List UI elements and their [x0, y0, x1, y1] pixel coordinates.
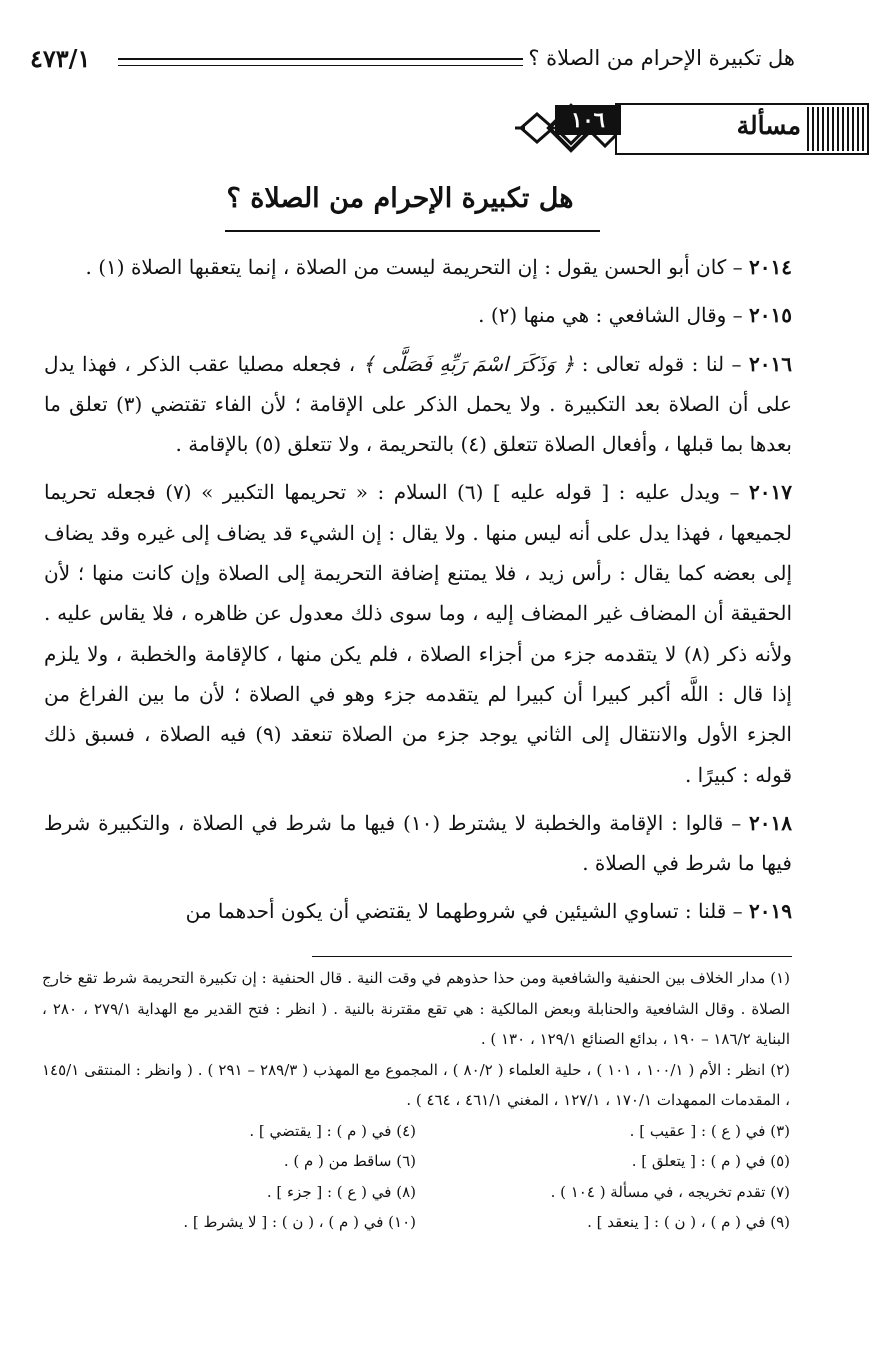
paragraph-number: ٢٠١٧ — [749, 480, 792, 505]
footnote-2: (٢) انظر : الأم ( ١٠٠/١ ، ١٠١ ) ، حلية العلماء ( ٨٠/٢ ) ، المجموع مع المهذب ( ٢٨٩/٣ – ٢٩١ ) . ( وانظر : المنتقى ١٤٥/١ ، المقدمات الممهدات ١٧٠/١ ، ١٢٧/١ ، المغني ٤٦١/١ ، ٤٦٤ ) . — [42, 1060, 790, 1109]
running-title: هل تكبيرة الإحرام من الصلاة ؟ — [528, 46, 795, 70]
footnote-8: (٨) في ( ع ) : [ جزء ] . — [266, 1182, 416, 1201]
paragraph-text: – ويدل عليه : [ قوله عليه ] (٦) السلام : « تحريمها التكبير » (٧) فجعله تحريما لجميعها ، فهذا يدل على أنه ليس منها . ولا يقال : إن الشيء قد يضاف إلى غيره وقد يضاف إلى بعضه كما يقال : رأس زيد ، فلا يمتنع إضافة التحريمة إلى الصلاة وإن كانت منها ؛ لأن الحقيقة أن المضاف غير المضاف إليه ، وما سوى ذلك معدول عن ظاهره ، فلا يقاس عليه . ولأنه ذكر (٨) لا يتقدمه جزء من أجزاء الصلاة ، فلم يكن منها ، كالإقامة والخطبة ، ولا يلزم إذا قال : اللَّه أكبر كبيرا أن كبيرا لم يتقدمه جزء وهو في الصلاة ؛ لأن ما بين الفراغ من الجزء الأول والانتقال إلى الثاني يوجد جزء من الصلاة تنعقد (٩) فيه الصلاة ، فسبق ذلك قوله : كبيرًا . — [44, 480, 793, 787]
banner-frame — [615, 103, 869, 155]
paragraph-number: ٢٠١٥ — [749, 303, 792, 328]
footnote-4: (٤) في ( م ) : [ يقتضي ] . — [249, 1121, 416, 1140]
page-number: ٤٧٣/١ — [30, 44, 91, 73]
body-text — [44, 247, 792, 940]
paragraph-2014 — [44, 247, 792, 287]
paragraph-number: ٢٠١٦ — [749, 351, 792, 376]
paragraph-text: – كان أبو الحسن يقول : إن التحريمة ليست من الصلاة ، إنما يتعقبها الصلاة (١) . — [85, 255, 750, 279]
masala-label: مسألة — [736, 111, 801, 140]
footnote-1: (١) مدار الخلاف بين الحنفية والشافعية ومن حذا حذوهم في وقت النية . قال الحنفية : إن تكبيرة التحريمة شرط تقع خارج الصلاة . وقال الشافعية والحنابلة وبعض المالكية : هي تقع مقترنة بالنية . ( انظر : فتح القدير مع الهداية ٢٧٩/١ ، ٢٨٠ ، البناية ١٨٦/٢ – ١٩٠ ، بدائع الصنائع ١٢٩/١ ، ١٣٠ ) . — [42, 969, 790, 1048]
paragraph-2019 — [44, 891, 792, 931]
paragraph-2018 — [44, 803, 792, 884]
footnote-9: (٩) في ( م ) ، ( ن ) : [ ينعقد ] . — [587, 1213, 790, 1231]
footnote-row — [42, 1207, 790, 1238]
paragraph-text: ، فجعله مصليا عقب الذكر ، فهذا يدل على أن الصلاة بعد التكبيرة . ولا يحمل الذكر على الإقامة ؛ لأن الفاء تقتضي (٣) تعلق ما بعدها بما قبلها ، وأفعال الصلاة تتعلق (٤) بالتحريمة ، ولا تتعلق (٥) بالإقامة . — [44, 351, 793, 457]
section-title: هل تكبيرة الإحرام من الصلاة ؟ — [226, 183, 574, 214]
footnote-3: (٣) في ( ع ) : [ عقيب ] . — [629, 1121, 790, 1140]
masala-banner — [515, 97, 865, 159]
paragraph-number: ٢٠١٨ — [749, 810, 792, 835]
footnote-row — [42, 1146, 790, 1177]
quran-verse: ﴿ وَذَكَرَ اسْمَ رَبِّهِ فَصَلَّى ﴾ — [362, 351, 575, 376]
footnote-row — [42, 1177, 790, 1208]
banner-hatch — [807, 107, 865, 151]
paragraph-2016 — [44, 344, 792, 465]
paragraph-text: – قلنا : تساوي الشيئين في شروطهما لا يقتضي أن يكون أحدهما من — [185, 899, 750, 924]
footnote-row — [42, 1116, 790, 1147]
header-rule — [118, 58, 523, 66]
paragraph-2017 — [44, 472, 792, 794]
paragraph-text: – قالوا : الإقامة والخطبة لا يشترط (١٠) فيها ما شرط في الصلاة ، والتكبيرة شرط فيها ما شرط في الصلاة . — [44, 810, 792, 876]
footnote-separator — [312, 956, 792, 957]
paragraph-number: ٢٠١٩ — [749, 899, 792, 924]
title-underline — [225, 230, 600, 232]
paragraph-number: ٢٠١٤ — [749, 255, 792, 279]
masala-number: ١٠٦ — [555, 105, 621, 135]
footnotes — [42, 963, 790, 1238]
footnote-7: (٧) تقدم تخريجه ، في مسألة ( ١٠٤ ) . — [550, 1182, 790, 1201]
paragraph-text: – وقال الشافعي : هي منها (٢) . — [478, 303, 750, 328]
paragraph-text: – لنا : قوله تعالى : — [574, 351, 750, 376]
footnote-10: (١٠) في ( م ) ، ( ن ) : [ لا يشرط ] . — [183, 1213, 416, 1231]
paragraph-2015 — [44, 295, 792, 335]
footnote-6: (٦) ساقط من ( م ) . — [283, 1152, 416, 1170]
footnote-5: (٥) في ( م ) : [ يتعلق ] . — [631, 1152, 790, 1170]
running-header — [30, 44, 795, 84]
